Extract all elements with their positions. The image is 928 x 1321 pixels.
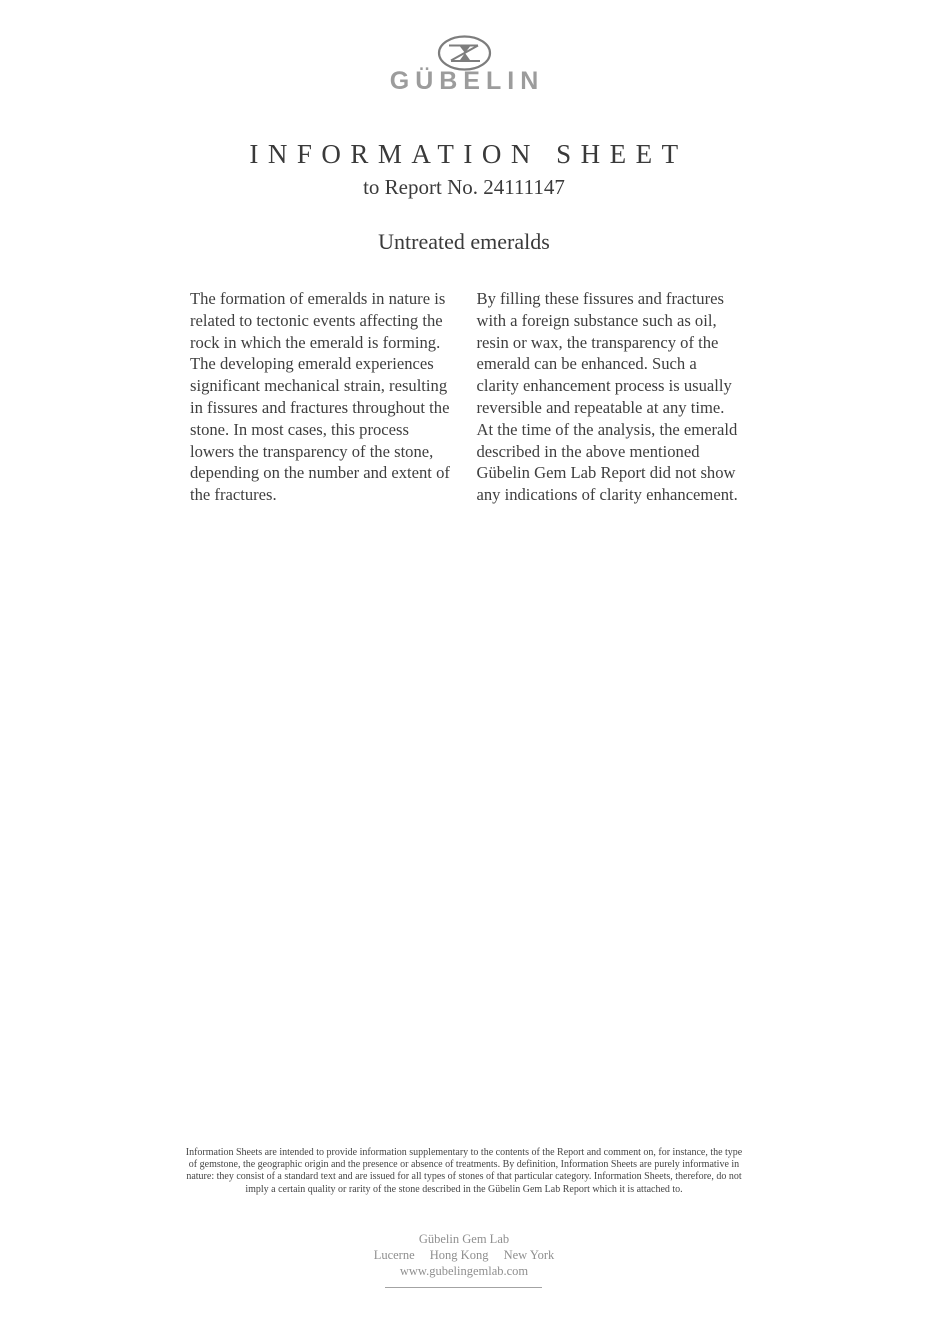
body-columns — [190, 288, 742, 506]
brand-wordmark: GÜBELIN — [389, 67, 545, 95]
body-column-left: The formation of emeralds in nature is related to tectonic events affecting the rock in which the emerald is forming. The developing emerald experiences significant mechanical strain, resulting in fissures and fractures throughout the stone. In most cases, this process lowers the transparency of the stone, depending on the number and extent of the fractures. — [190, 289, 450, 505]
page-title: INFORMATION SHEET — [249, 139, 688, 169]
footer — [0, 1231, 928, 1279]
report-reference: to Report No. 24111147 — [363, 175, 565, 199]
disclaimer-text: Information Sheets are intended to provide information supplementary to the contents of the Report and comment on, for instance, the type of gemstone, the geographic origin and the presence or absence of treatments. By definition, Information Sheets are purely informative in nature: they consist of a standard text and are issued for all types of stones of that particular category. Information Sheets, therefore, do not imply a certain quality or rarity of the stone described in the Gübelin Gem Lab Report which it is attached to. — [185, 1147, 743, 1195]
footer-location-lucerne: Lucerne — [373, 1248, 415, 1262]
footer-lab-name: Gübelin Gem Lab — [418, 1232, 510, 1246]
logo — [0, 34, 928, 96]
footer-location-newyork: New York — [503, 1248, 555, 1262]
footer-location-hongkong: Hong Kong — [429, 1248, 489, 1262]
footer-website: www.gubelingemlab.com — [399, 1264, 529, 1278]
document-heading: Untreated emeralds — [378, 229, 550, 254]
footer-divider — [385, 1287, 542, 1288]
footer-locations — [0, 1247, 928, 1263]
body-column-right: By filling these fissures and fractures with a foreign substance such as oil, resin or wax, the transparency of the emerald can be enhanced. Such a clarity enhancement process is usually reversible and repeatable at any time. At the time of the analysis, the emerald described in the above mentioned Gübelin Gem Lab Report did not show any indications of clarity enhancement. — [476, 289, 738, 505]
